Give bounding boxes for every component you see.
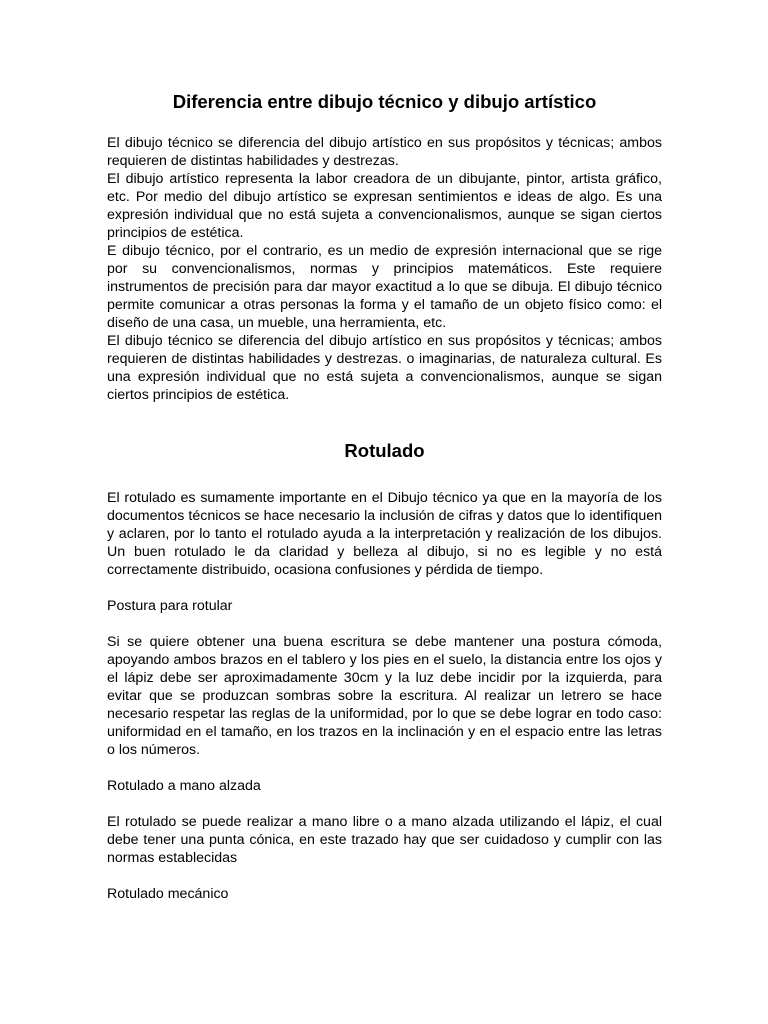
intro-paragraph-3: E dibujo técnico, por el contrario, es un medio de expresión internacional que se rige por su convencionalismos, normas y principios matemáticos. Este requiere instrumentos de precisión para dar mayor exactitud a lo que se dibuja. El dibujo técnico permite comunicar a otras personas la forma y el tamaño de un objeto físico como: el diseño de una casa, un mueble, una herramienta, etc. [107, 243, 662, 331]
section-title-rotulado: Rotulado [344, 440, 425, 461]
intro-paragraph-2: El dibujo artístico representa la labor creadora de un dibujante, pintor, artista gráfico, etc. Por medio del dibujo artístico se expresan sentimientos e ideas de algo. Es una expresión individual que no está sujeta a convencionalismos, aunque se sigan ciertos principios de estética. [107, 171, 662, 241]
postura-paragraph: Si se quiere obtener una buena escritura se debe mantener una postura cómoda, apoyando ambos brazos en el tablero y los pies en el suelo, la distancia entre los ojos y el lápiz debe ser aproximadamente 30cm y la luz debe incidir por la izquierda, para evitar que se produzcan sombras sobre la escritura. Al realizar un letrero se hace necesario respetar las reglas de la uniformidad, por lo que se debe lograr en todo caso: uniformidad en el tamaño, en los trazos en la inclinación y en el espacio entre las letras o los números. [107, 634, 662, 758]
postura-heading: Postura para rotular [107, 598, 233, 614]
document-page [107, 90, 662, 903]
rotulado-paragraph: El rotulado es sumamente importante en el Dibujo técnico ya que en la mayoría de los documentos técnicos se hace necesario la inclusión de cifras y datos que lo identifiquen y aclaren, por lo tanto el rotulado ayuda a la interpretación y realización de los dibujos. Un buen rotulado le da claridad y belleza al dibujo, si no es legible y no está correctamente distribuido, ocasiona confusiones y pérdida de tiempo. [107, 490, 662, 578]
intro-paragraph-4: El dibujo técnico se diferencia del dibujo artístico en sus propósitos y técnicas; ambos requieren de distintas habilidades y destrezas. o imaginarias, de naturaleza cultural. Es una expresión individual que no está sujeta a convencionalismos, aunque se sigan ciertos principios de estética. [107, 333, 662, 403]
mano-alzada-heading: Rotulado a mano alzada [107, 778, 261, 794]
page-title: Diferencia entre dibujo técnico y dibujo artístico [172, 91, 597, 112]
intro-paragraph-1: El dibujo técnico se diferencia del dibujo artístico en sus propósitos y técnicas; ambos requieren de distintas habilidades y destrezas. [107, 135, 662, 169]
mano-alzada-paragraph: El rotulado se puede realizar a mano libre o a mano alzada utilizando el lápiz, el cual debe tener una punta cónica, en este trazado hay que ser cuidadoso y cumplir con las normas establecidas [107, 814, 662, 866]
mecanico-heading: Rotulado mecánico [107, 886, 229, 902]
